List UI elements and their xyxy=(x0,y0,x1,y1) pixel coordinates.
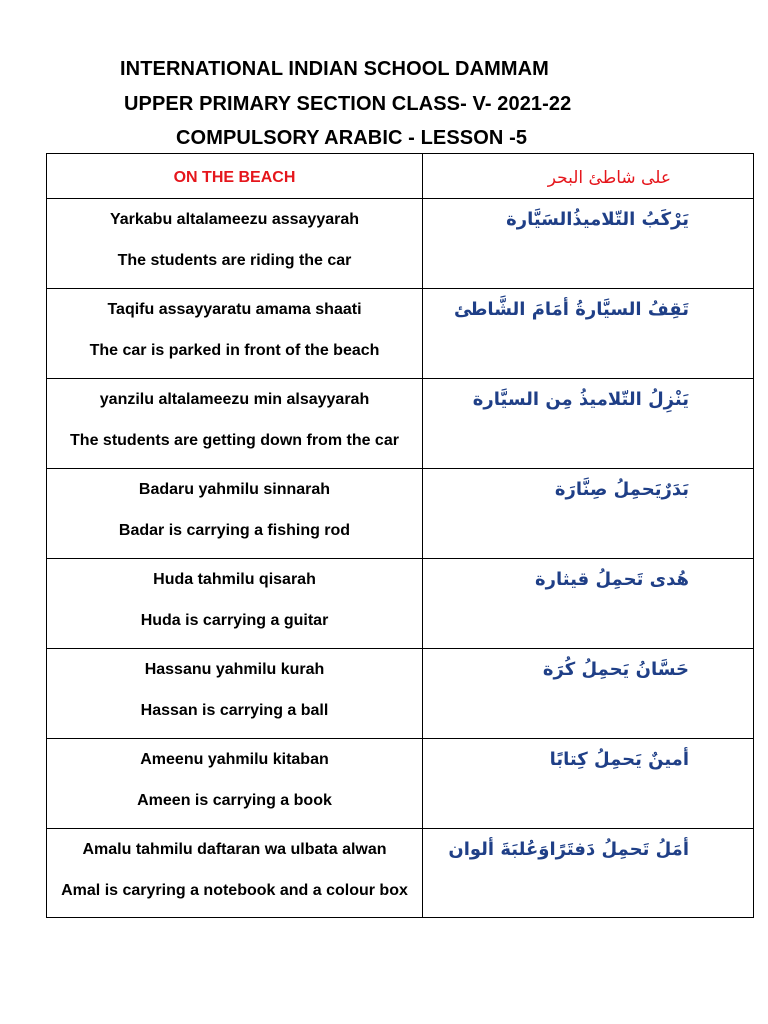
table-row xyxy=(47,289,754,379)
english-cell xyxy=(47,739,423,829)
table-row xyxy=(47,739,754,829)
lesson-table xyxy=(46,153,754,918)
translation: The students are riding the car xyxy=(117,252,352,269)
arabic-cell xyxy=(423,649,754,739)
table-title-row xyxy=(47,154,754,199)
english-cell xyxy=(47,379,423,469)
transliteration: Huda tahmilu qisarah xyxy=(153,571,316,588)
transliteration: Taqifu assayyaratu amama shaati xyxy=(107,301,362,318)
translation: Ameen is carrying a book xyxy=(137,792,332,809)
translation: Badar is carrying a fishing rod xyxy=(118,522,351,539)
translation: Amal is caryring a notebook and a colour box xyxy=(61,882,408,899)
arabic-cell xyxy=(423,379,754,469)
arabic-sentence: تَقِفُ السيَّارةُ أمَامَ الشَّاطئ xyxy=(453,299,689,320)
lesson-heading: COMPULSORY ARABIC - LESSON -5 xyxy=(176,127,528,149)
table-row xyxy=(47,199,754,289)
title-arabic: على شاطئ البحر xyxy=(547,168,671,188)
translation: Huda is carrying a guitar xyxy=(140,612,329,629)
table-row xyxy=(47,559,754,649)
section-class-heading: UPPER PRIMARY SECTION CLASS- V- 2021-22 xyxy=(124,93,572,115)
table-row xyxy=(47,469,754,559)
title-arabic-cell xyxy=(423,154,754,199)
transliteration: Hassanu yahmilu kurah xyxy=(144,661,325,678)
english-cell xyxy=(47,289,423,379)
english-cell xyxy=(47,649,423,739)
arabic-cell xyxy=(423,559,754,649)
title-english: ON THE BEACH xyxy=(173,169,296,186)
arabic-cell xyxy=(423,829,754,918)
arabic-cell xyxy=(423,739,754,829)
translation: The car is parked in front of the beach xyxy=(89,342,380,359)
table-row xyxy=(47,379,754,469)
arabic-sentence: يَنْزِلُ التّلاميذُ مِن السيَّارة xyxy=(472,389,689,410)
english-cell xyxy=(47,199,423,289)
title-english-cell xyxy=(47,154,423,199)
arabic-sentence: هُدى تَحمِلُ قيثارة xyxy=(534,569,689,590)
arabic-sentence: بَدَرٌيَحمِلُ صِنَّارَة xyxy=(554,479,689,500)
transliteration: Yarkabu altalameezu assayyarah xyxy=(109,211,360,228)
english-cell xyxy=(47,829,423,918)
arabic-sentence: يَرْكَبُ التّلاميذُالسَيَّارة xyxy=(506,209,689,230)
school-name-heading: INTERNATIONAL INDIAN SCHOOL DAMMAM xyxy=(120,58,549,80)
translation: Hassan is carrying a ball xyxy=(140,702,329,719)
transliteration: Ameenu yahmilu kitaban xyxy=(140,751,329,768)
transliteration: Amalu tahmilu daftaran wa ulbata alwan xyxy=(82,841,387,858)
table-row xyxy=(47,829,754,918)
arabic-cell xyxy=(423,289,754,379)
english-cell xyxy=(47,559,423,649)
arabic-sentence: أمَلُ تَحمِلُ دَفتَرًاوَعُلبَةَ ألوان xyxy=(448,839,689,860)
transliteration: yanzilu altalameezu min alsayyarah xyxy=(99,391,370,408)
table-row xyxy=(47,649,754,739)
arabic-sentence: أمينٌ يَحمِلُ كِتابًا xyxy=(549,749,689,770)
arabic-sentence: حَسَّانُ يَحمِلُ كُرَة xyxy=(542,659,689,680)
arabic-cell xyxy=(423,199,754,289)
transliteration: Badaru yahmilu sinnarah xyxy=(138,481,331,498)
arabic-cell xyxy=(423,469,754,559)
english-cell xyxy=(47,469,423,559)
translation: The students are getting down from the car xyxy=(70,432,399,449)
